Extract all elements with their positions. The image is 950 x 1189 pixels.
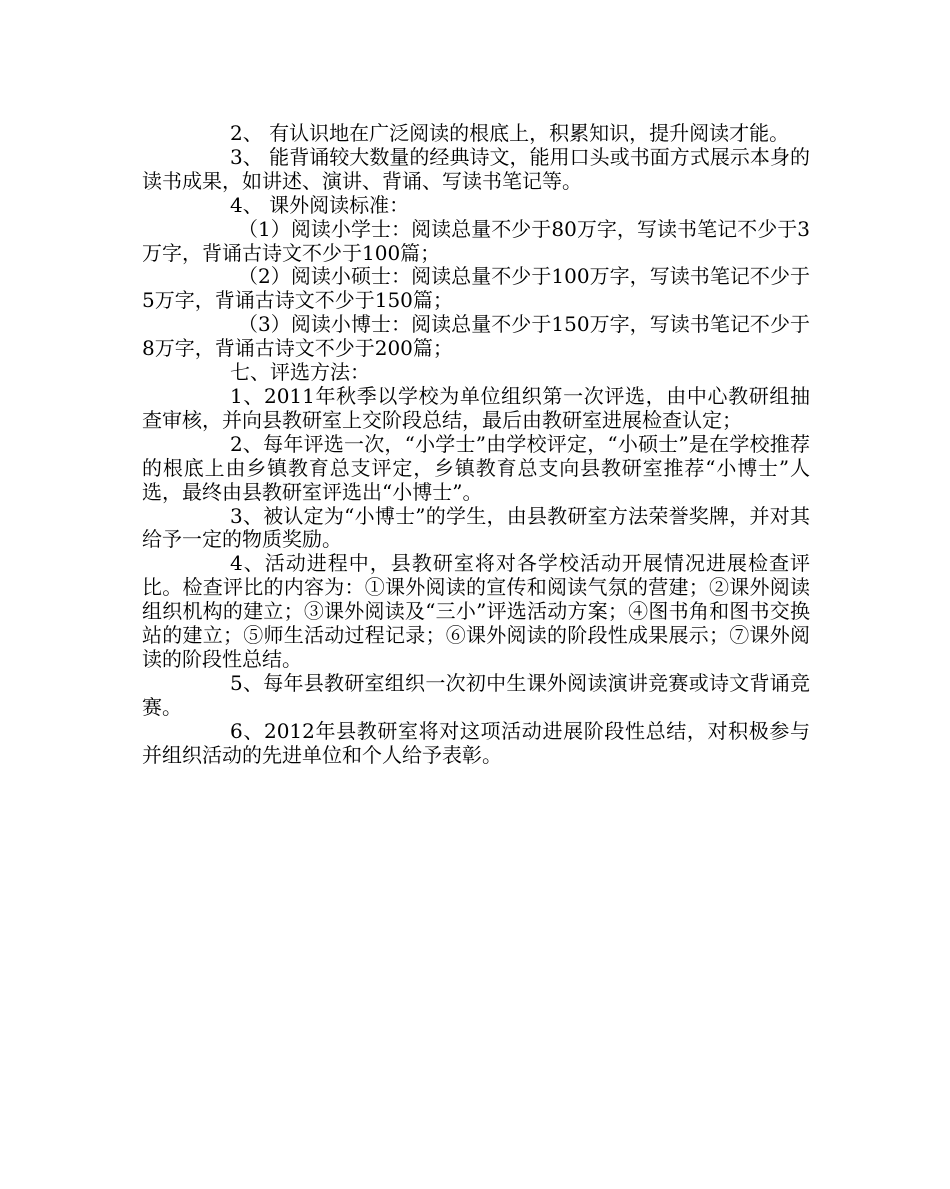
paragraph-method-2: 2、每年评选一次，“小学士”由学校评定，“小硕士”是在学校推荐的根底上由乡镇教育总支评定，乡镇教育总支向县教研室推荐“小博士”人选，最终由县教研室评选出“小博士”。 [142, 431, 810, 504]
paragraph-method-5: 5、每年县教研室组织一次初中生课外阅读演讲竞赛或诗文背诵竞赛。 [142, 670, 810, 719]
paragraph-goal-4-heading: 4、 课外阅读标准： [230, 192, 410, 217]
paragraph-goal-3: 3、 能背诵较大数量的经典诗文，能用口头或书面方式展示本身的读书成果，如讲述、演讲、背诵、写读书笔记等。 [142, 144, 810, 193]
paragraph-method-6: 6、2012年县教研室将对这项活动进展阶段性总结，对积极参与并组织活动的先进单位和个人给予表彰。 [142, 718, 810, 767]
paragraph-method-1: 1、2011年秋季以学校为单位组织第一次评选，由中心教研组抽查审核，并向县教研室上交阶段总结，最后由教研室进展检查认定； [142, 383, 810, 432]
paragraph-standard-3: （3）阅读小博士：阅读总量不少于150万字，写读书笔记不少于8万字，背诵古诗文不少于200篇； [142, 312, 810, 361]
paragraph-standard-2: （2）阅读小硕士：阅读总量不少于100万字，写读书笔记不少于5万字，背诵古诗文不少于150篇； [142, 264, 810, 313]
paragraph-method-4: 4、活动进程中，县教研室将对各学校活动开展情况进展检查评比。检查评比的内容为：①课外阅读的宣传和阅读气氛的营建；②课外阅读组织机构的建立；③课外阅读及“三小”评选活动方案；④图书角和图书交换站的建立；⑤师生活动过程记录；⑥课外阅读的阶段性成果展示；⑦课外阅读的阶段性总结。 [142, 551, 810, 671]
section-heading-selection-method: 七、评选方法： [230, 360, 370, 385]
paragraph-standard-1: （1）阅读小学士：阅读总量不少于80万字，写读书笔记不少于3万字，背诵古诗文不少于100篇； [142, 216, 810, 265]
paragraph-goal-2: 2、 有认识地在广泛阅读的根底上，积累知识，提升阅读才能。 [230, 121, 790, 145]
document-body [142, 122, 810, 767]
paragraph-method-3: 3、被认定为“小博士”的学生，由县教研室方法荣誉奖牌，并对其给予一定的物质奖励。 [142, 503, 810, 552]
